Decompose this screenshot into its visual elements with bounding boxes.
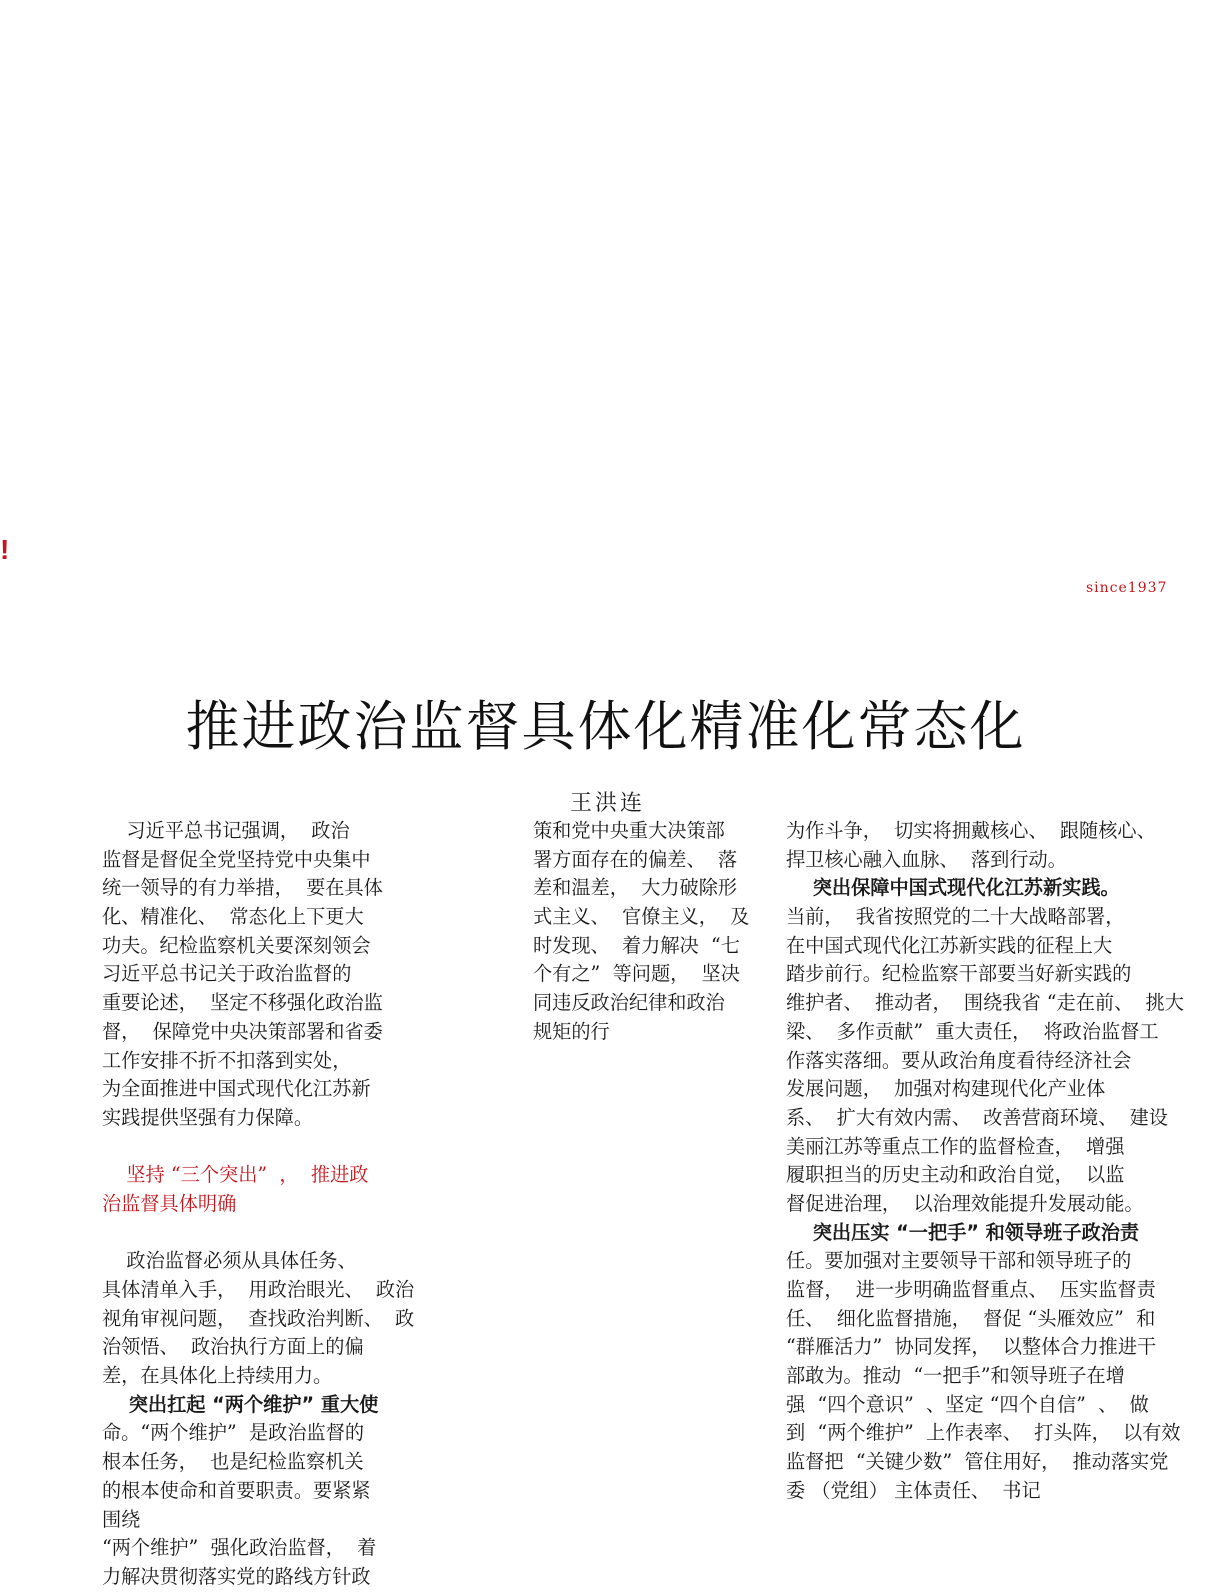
- col3-line: 督促进治理， 以治理效能提升发展动能。: [786, 1191, 1144, 1215]
- col1-line: 政治监督必须从具体任务、: [102, 1249, 357, 1273]
- col3-line: 踏步前行。纪检监察干部要当好新实践的: [786, 962, 1132, 986]
- col1-line: 的根本使命和首要职责。要紧紧: [102, 1478, 371, 1502]
- col1-line: 功夫。纪检监察机关要深刻领会: [102, 933, 371, 957]
- col1-line: [102, 1133, 422, 1162]
- col2-line: 署方面存在的偏差、 落: [533, 847, 738, 871]
- col2-line: 差和温差， 大力破除形: [533, 876, 738, 900]
- col2-line: 策和党中央重大决策部: [533, 819, 725, 842]
- col3-line: 当前， 我省按照党的二十大战略部署，: [786, 905, 1125, 929]
- col1-line: 力解决贯彻落实党的路线方针政: [102, 1564, 371, 1588]
- col3-line: 突出压实 “一把手” 和领导班子政治责: [786, 1220, 1140, 1244]
- col3-line: 监督， 进一步明确监督重点、 压实监督责: [786, 1278, 1156, 1301]
- col3-line: 任、 细化监督措施， 督促 “头雁效应” 和: [786, 1306, 1156, 1330]
- col1-line: 习近平总书记强调， 政治: [102, 819, 350, 842]
- article-column-2: [533, 817, 763, 1047]
- col1-line: 统一领导的有力举措， 要在具体: [102, 876, 383, 900]
- col3-line: 梁、 多作贡献” 重大责任， 将政治监督工: [786, 1019, 1159, 1043]
- article-column-1: [102, 817, 422, 1592]
- col3-line: 发展问题， 加强对构建现代化产业体: [786, 1077, 1106, 1101]
- col1-line: 化、精准化、 常态化上下更大: [102, 905, 364, 929]
- col1-line: 实践提供坚强有力保障。: [102, 1105, 314, 1129]
- col3-line: 委 （党组） 主体责任、 书记: [786, 1478, 1041, 1502]
- col3-line: 履职担当的历史主动和政治自觉， 以监: [786, 1163, 1125, 1187]
- col2-line: 式主义、 官僚主义， 及: [533, 905, 750, 929]
- col1-line: 监督是督促全党坚持党中央集中: [102, 847, 371, 871]
- col3-line: 突出保障中国式现代化江苏新实践。: [786, 876, 1120, 900]
- col1-line: 围绕: [102, 1507, 141, 1531]
- col1-line: 重要论述， 坚定不移强化政治监: [102, 991, 383, 1015]
- col1-line: [102, 1219, 422, 1248]
- col3-line: 监督把 “关键少数” 管住用好， 推动落实党: [786, 1450, 1169, 1474]
- col3-line: 捍卫核心融入血脉、 落到行动。: [786, 847, 1067, 871]
- since-label: since1937: [1086, 580, 1168, 596]
- col3-line: 强 “四个意识” 、坚定 “四个自信” 、 做: [786, 1392, 1149, 1416]
- col3-line: 为作斗争， 切实将拥戴核心、 跟随核心、: [786, 819, 1156, 842]
- col3-line: 作落实落细。要从政治角度看待经济社会: [786, 1048, 1132, 1072]
- col1-line: 视角审视问题， 查找政治判断、 政: [102, 1306, 415, 1330]
- article-title: 推进政治监督具体化精准化常态化: [185, 695, 1026, 758]
- col3-line: 部敢为。推动 “一把手”和领导班子在增: [786, 1364, 1125, 1388]
- col1-line: “两个维护” 强化政治监督， 着: [102, 1536, 377, 1560]
- col3-line: 维护者、 推动者， 围绕我省 “走在前、 挑大: [786, 991, 1184, 1015]
- col1-line: 命。“两个维护” 是政治监督的: [102, 1421, 365, 1445]
- col2-line: 时发现、 着力解决 “七: [533, 933, 740, 957]
- article-column-3: [786, 817, 1201, 1506]
- exclamation-mark: !: [0, 534, 10, 565]
- col3-line: 系、 扩大有效内需、 改善营商环境、 建设: [786, 1105, 1168, 1129]
- col2-line: 个有之” 等问题， 坚决: [533, 962, 740, 986]
- col2-line: 同违反政治纪律和政治: [533, 991, 725, 1015]
- col1-line: 治领悟、 政治执行方面上的偏: [102, 1335, 364, 1359]
- col1-line: 习近平总书记关于政治监督的: [102, 962, 352, 986]
- col1-line: 工作安排不折不扣落到实处，: [102, 1048, 352, 1072]
- col1-line: 差，在具体化上持续用力。: [102, 1364, 333, 1388]
- col1-line: 为全面推进中国式现代化江苏新: [102, 1077, 371, 1101]
- col1-line: 坚持 “三个突出” ， 推进政: [102, 1163, 369, 1187]
- col3-line: “群雁活力” 协同发挥， 以整体合力推进干: [786, 1335, 1157, 1359]
- col3-line: 任。要加强对主要领导干部和领导班子的: [786, 1249, 1132, 1273]
- col1-line: 突出扛起 “两个维护” 重大使: [102, 1392, 379, 1416]
- article-author: 王洪连: [570, 791, 646, 816]
- col3-line: 在中国式现代化江苏新实践的征程上大: [786, 933, 1113, 957]
- col3-line: 到 “两个维护” 上作表率、 打头阵， 以有效: [786, 1421, 1181, 1445]
- col3-line: 美丽江苏等重点工作的监督检查， 增强: [786, 1134, 1125, 1158]
- col1-line: 治监督具体明确: [102, 1191, 237, 1215]
- col1-line: 督， 保障党中央决策部署和省委: [102, 1019, 383, 1043]
- col2-line: 规矩的行: [533, 1019, 610, 1043]
- col1-line: 根本任务， 也是纪检监察机关: [102, 1450, 364, 1474]
- col1-line: 具体清单入手， 用政治眼光、 政治: [102, 1278, 415, 1301]
